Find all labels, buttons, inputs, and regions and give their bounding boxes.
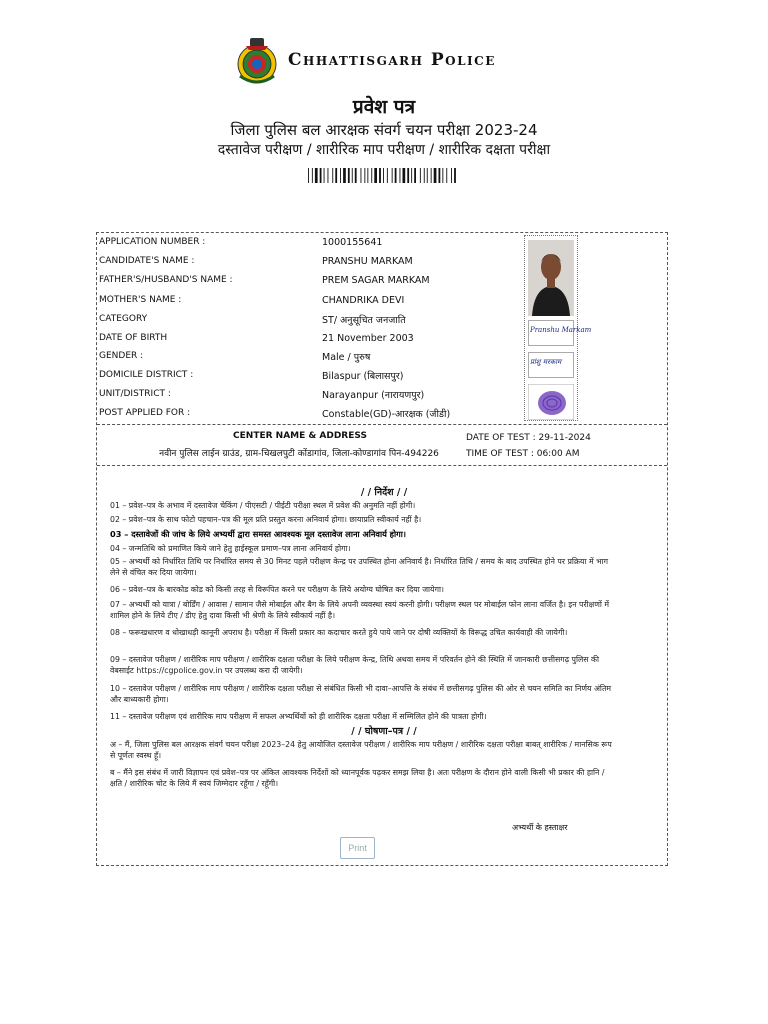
declaration-item: अ – मैं, जिला पुलिस बल आरक्षक संवर्ग चयन परीक्षा 2023–24 हेतु आयोजित दस्तावेज परीक्षण / शारीरिक माप परीक्षण / शारीरिक दक्षता परीक्षा बाबत् शारीरिक / मानसिक रूप से पूर्णतः स्वस्थ हूँ।: [110, 740, 612, 760]
center-heading: CENTER NAME & ADDRESS: [233, 431, 367, 441]
value-domicile-district: Bilaspur (बिलासपुर): [322, 371, 404, 382]
exam-stages: दस्तावेज परीक्षण / शारीरिक माप परीक्षण / शारीरिक दक्षता परीक्षा: [217, 142, 551, 158]
instruction-item: 08 – फरूखधारण व धोखाधड़ी कानूनी अपराध है। परीक्षा में किसी प्रकार का कदाचार करते हुये पाये जाने पर दोषी व्यक्तियों के विरूद्ध उचित कार्यवाही की जायेगी।: [110, 628, 568, 637]
value-gender: Male / पुरुष: [322, 352, 371, 363]
instruction-item: 05 – अभ्यर्थी को निर्धारित तिथि पर निर्धारित समय से 30 मिनट पहले परीक्षण केन्द्र पर उपस्थित होना अनिवार्य है। निर्धारित तिथि / समय के बाद उपस्थित होने पर प्रक्रिया में भाग लेने से वंचित कर दिया जायेगा।: [110, 557, 608, 577]
barcode: [308, 168, 460, 183]
instruction-item: 04 – जन्मतिथि को प्रमाणित किये जाने हेतु हाईस्कूल प्रमाण–पत्र लाना अनिवार्य होगा।: [110, 544, 351, 553]
center-address: नवीन पुलिस लाईन ग्राउंड, ग्राम-चिखलपुटी कोंडागांव, जिला-कोण्डागांव पिन-494226: [159, 449, 439, 459]
label-father-name: FATHER'S/HUSBAND'S NAME :: [99, 275, 233, 285]
instruction-item: 03 – दस्तावेजों की जांच के लिये अभ्यर्थी द्वारा समस्त आवश्यक मूल दस्तावेज लाना अनिवार्य होगा।: [110, 529, 406, 539]
print-button[interactable]: Print: [340, 837, 375, 859]
thumb-impression-icon: [528, 384, 574, 420]
police-emblem-icon: [232, 36, 282, 86]
label-gender: GENDER :: [99, 351, 144, 361]
instruction-item: 06 – प्रवेश–पत्र के बारकोड कोड को किसी तरह से विरूपित करने पर परीक्षण के लिये अयोग्य घोषित कर दिया जायेगा।: [110, 585, 444, 594]
instruction-item: 01 – प्रवेश–पत्र के अभाव में दस्तावेज चेकिंग / पीएसटी / पीईटी परीक्षा स्थल में प्रवेश की अनुमति नहीं होगी।: [110, 501, 416, 510]
date-of-test: DATE OF TEST : 29-11-2024: [466, 433, 591, 443]
label-post-applied: POST APPLIED FOR :: [99, 408, 191, 418]
header: [0, 30, 768, 90]
candidate-photo: [528, 240, 574, 316]
declaration-heading: / / घोषणा–पत्र / /: [351, 726, 417, 737]
value-date-of-birth: 21 November 2003: [322, 333, 414, 344]
label-application-number: APPLICATION NUMBER :: [99, 237, 206, 247]
candidate-signature-english: Pranshu Markam: [530, 326, 592, 334]
instruction-item: 11 – दस्तावेज परीक्षण एवं शारीरिक माप परीक्षण में सफल अभ्यर्थियों को ही शारीरिक दक्षता परीक्षा में सम्मिलित होने की पात्रता होगी।: [110, 712, 487, 721]
value-category: ST/ अनुसूचित जनजाति: [322, 315, 406, 326]
value-post-applied: Constable(GD)-आरक्षक (जीडी): [322, 409, 451, 420]
exam-subtitle: जिला पुलिस बल आरक्षक संवर्ग चयन परीक्षा 2023-24: [230, 121, 538, 139]
label-category: CATEGORY: [99, 314, 148, 324]
divider: [97, 424, 667, 425]
instruction-item: 09 – दस्तावेज परीक्षण / शारीरिक माप परीक्षण / शारीरिक दक्षता परीक्षा के लिये परीक्षण केन्द्र, तिथि अथवा समय में परिवर्तन होने की स्थिति में जानकारी छत्तीसगढ़ पुलिस की वेबसाईट https://cgpolice.gov.in पर उपलब्ध करा दी जायेगी।: [110, 655, 600, 675]
instruction-item: 02 – प्रवेश–पत्र के साथ फोटो पहचान–पत्र की मूल प्रति प्रस्तुत करना अनिवार्य होगा। छायाप्रति स्वीकार्य नहीं है।: [110, 515, 422, 524]
label-domicile-district: DOMICILE DISTRICT :: [99, 370, 194, 380]
candidate-signature-label: अभ्यर्थी के हस्ताक्षर: [512, 823, 568, 832]
brand-name: Chhattisgarh Police: [288, 50, 496, 70]
instruction-item: 07 – अभ्यर्थी को यात्रा / बोर्डिंग / आवास / सामान जैसे मोबाईल और बैग के लिये अपनी व्यवस्था स्वयं करनी होगी। परीक्षण स्थल पर मोबाईल फोन लाना वर्जित है। इन परीक्षणों में शामिल होने के लिये टीए / डीए हेतु दावा किसी भी श्रेणी के लिये स्वीकार्य नहीं है।: [110, 600, 610, 620]
value-unit-district: Narayanpur (नारायणपुर): [322, 390, 425, 401]
label-unit-district: UNIT/DISTRICT :: [99, 389, 171, 399]
label-mother-name: MOTHER'S NAME :: [99, 295, 182, 305]
instructions-heading: / / निर्देश / /: [360, 487, 408, 498]
value-father-name: PREM SAGAR MARKAM: [322, 275, 430, 286]
candidate-signature-hindi: प्रांशु मरकाम: [530, 358, 562, 366]
time-of-test: TIME OF TEST : 06:00 AM: [466, 449, 580, 459]
label-candidate-name: CANDIDATE'S NAME :: [99, 256, 195, 266]
declaration-item: ब – मैंने इस संबंध में जारी विज्ञापन एवं प्रवेश–पत्र पर अंकित आवश्यक निर्देशों को ध्यानपूर्वक पढ़कर समझ लिया है। अतः परीक्षण के दौरान होने वाली किसी भी प्रकार की हानि / क्षति / शारीरिक चोट के लिये मैं स्वयं जिम्मेदार रहूँगा / रहूँगी।: [110, 768, 605, 788]
value-mother-name: CHANDRIKA DEVI: [322, 295, 405, 306]
instruction-item: 10 – दस्तावेज परीक्षण / शारीरिक माप परीक्षण / शारीरिक दक्षता परीक्षा से संबंधित किसी भी दावा–आपत्ति के संबंध में छत्तीसगढ़ पुलिस की ओर से चयन समिति का निर्णय अंतिम और बाध्यकारी होगा।: [110, 684, 612, 704]
label-date-of-birth: DATE OF BIRTH: [99, 333, 168, 343]
value-application-number: 1000155641: [322, 237, 383, 248]
divider: [97, 465, 667, 466]
value-candidate-name: PRANSHU MARKAM: [322, 256, 413, 267]
admit-card-title: प्रवेश पत्र: [352, 96, 416, 118]
